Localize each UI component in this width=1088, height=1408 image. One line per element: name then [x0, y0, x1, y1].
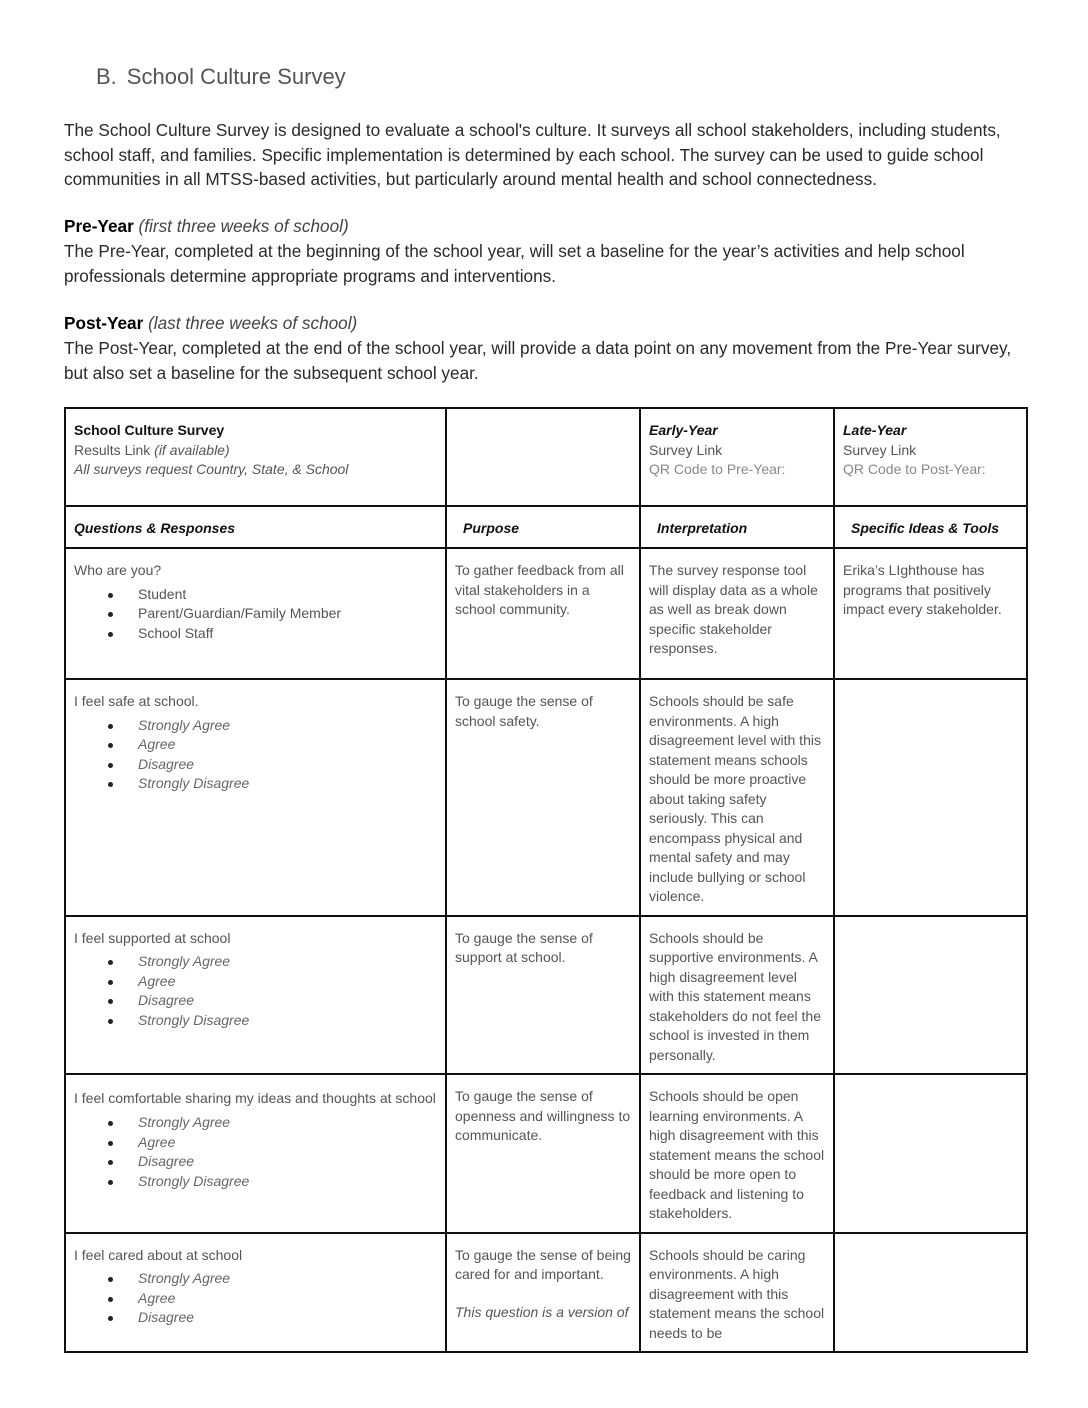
question-cell: [65, 1074, 446, 1233]
header-results-note: (if available): [154, 441, 230, 458]
header-late-survey-link[interactable]: Survey Link: [843, 441, 917, 458]
ideas-cell: [834, 679, 1027, 916]
intro-paragraph: The School Culture Survey is designed to evaluate a school's culture. It surveys all school stakeholders, including students, school staff, and families. Specific implementation is determined by each school. The survey can be used to guide school communities in all MTSS-based activities, but particularly around mental health and school connectedness.: [64, 120, 1001, 189]
section-heading: [96, 64, 346, 90]
question-cell: [65, 916, 446, 1075]
header-late-qr: QR Code to Post-Year:: [843, 461, 986, 477]
pre-year-title: Pre-Year: [64, 216, 134, 236]
header-survey-title: School Culture Survey: [74, 422, 225, 438]
response-option: Strongly Agree: [138, 716, 437, 736]
purpose-cell: To gauge the sense of school safety.: [446, 679, 640, 916]
purpose-cell: To gauge the sense of openness and willingness to communicate.: [446, 1074, 640, 1233]
column-header: Questions & Responses: [65, 506, 446, 548]
header-early-title: Early-Year: [649, 422, 718, 438]
question-text: Who are you?: [74, 562, 162, 578]
purpose-cell: [446, 1233, 640, 1353]
table-row: [65, 548, 1027, 679]
response-list: [74, 716, 437, 794]
interpretation-cell: The survey response tool will display data as a whole as well as break down specific stakeholder responses.: [640, 548, 834, 679]
response-option: Strongly Agree: [138, 1269, 437, 1289]
column-header: Interpretation: [640, 506, 834, 548]
ideas-cell: [834, 1074, 1027, 1233]
question-cell: [65, 548, 446, 679]
response-option: Disagree: [138, 1152, 437, 1172]
header-early-survey-link[interactable]: Survey Link: [649, 441, 723, 458]
response-list: [74, 1113, 437, 1191]
question-cell: [65, 679, 446, 916]
interpretation-cell: Schools should be caring environments. A high disagreement with this statement means the school needs to be: [640, 1233, 834, 1353]
table-header-row: [65, 408, 1027, 506]
section-title: School Culture Survey: [126, 64, 346, 89]
response-list: [74, 952, 437, 1030]
post-year-timing: (last three weeks of school): [148, 313, 358, 333]
column-header: Specific Ideas & Tools: [834, 506, 1027, 548]
purpose-note: This question is a version of: [455, 1303, 629, 1320]
purpose-cell: To gather feedback from all vital stakeholders in a school community.: [446, 548, 640, 679]
response-option: Disagree: [138, 991, 437, 1011]
response-option: Strongly Disagree: [138, 1172, 437, 1192]
header-survey-cell: [65, 408, 446, 506]
survey-table: [64, 407, 1028, 1353]
ideas-cell: [834, 916, 1027, 1075]
header-late-title: Late-Year: [843, 422, 907, 438]
table-row: [65, 1233, 1027, 1353]
response-option: Agree: [138, 972, 437, 992]
post-year-description: The Post-Year, completed at the end of the school year, will provide a data point on any movement from the Pre-Year survey, but also set a baseline for the subsequent school year.: [64, 338, 1012, 383]
pre-year-description: The Pre-Year, completed at the beginning of the school year, will set a baseline for the year’s activities and help school professionals determine appropriate programs and interventions.: [64, 241, 965, 286]
header-note: All surveys request Country, State, & School: [74, 461, 349, 477]
pre-year-heading: [64, 214, 349, 239]
question-text: I feel supported at school: [74, 929, 231, 946]
interpretation-cell: Schools should be supportive environments. A high disagreement level with this statement means stakeholders do not feel the school is invested in them personally.: [640, 916, 834, 1075]
table-row: [65, 679, 1027, 916]
response-list: [74, 585, 437, 644]
header-early-cell: [640, 408, 834, 506]
response-option: Agree: [138, 1133, 437, 1153]
response-list: [74, 1269, 437, 1328]
header-results-line: [74, 441, 437, 461]
response-option: Disagree: [138, 1308, 437, 1328]
ideas-cell: Erika’s LIghthouse has programs that positively impact every stakeholder.: [834, 548, 1027, 679]
table-row: [65, 916, 1027, 1075]
ideas-cell: [834, 1233, 1027, 1353]
interpretation-cell: Schools should be open learning environments. A high disagreement with this statement means the school should be more open to feedback and listening to stakeholders.: [640, 1074, 834, 1233]
pre-year-timing: (first three weeks of school): [138, 216, 349, 236]
question-text: I feel cared about at school: [74, 1246, 243, 1263]
post-year-heading: [64, 311, 357, 336]
header-late-cell: [834, 408, 1027, 506]
question-cell: [65, 1233, 446, 1353]
response-option: Parent/Guardian/Family Member: [138, 604, 437, 624]
question-text: I feel safe at school.: [74, 693, 199, 709]
response-option: Strongly Agree: [138, 952, 437, 972]
response-option: Student: [138, 585, 437, 605]
table-row: [65, 1074, 1027, 1233]
header-empty-cell: [446, 408, 640, 506]
interpretation-cell: Schools should be safe environments. A high disagreement level with this statement means schools should be more proactive about taking safety seriously. This can encompass physical and mental safety and may include bullying or school violence.: [640, 679, 834, 916]
response-option: Agree: [138, 1289, 437, 1309]
post-year-title: Post-Year: [64, 313, 144, 333]
response-option: School Staff: [138, 624, 437, 644]
response-option: Disagree: [138, 755, 437, 775]
section-number: B.: [96, 64, 117, 89]
response-option: Strongly Disagree: [138, 774, 437, 794]
column-header: Purpose: [446, 506, 640, 548]
purpose-text: To gauge the sense of being cared for and important.: [455, 1246, 631, 1282]
question-text: I feel comfortable sharing my ideas and thoughts at school: [74, 1090, 436, 1106]
response-option: Strongly Agree: [138, 1113, 437, 1133]
response-option: Strongly Disagree: [138, 1011, 437, 1031]
purpose-cell: To gauge the sense of support at school.: [446, 916, 640, 1075]
column-header-row: [65, 506, 1027, 548]
header-early-qr: QR Code to Pre-Year:: [649, 461, 786, 477]
response-option: Agree: [138, 735, 437, 755]
header-results-link[interactable]: Results Link: [74, 441, 151, 458]
